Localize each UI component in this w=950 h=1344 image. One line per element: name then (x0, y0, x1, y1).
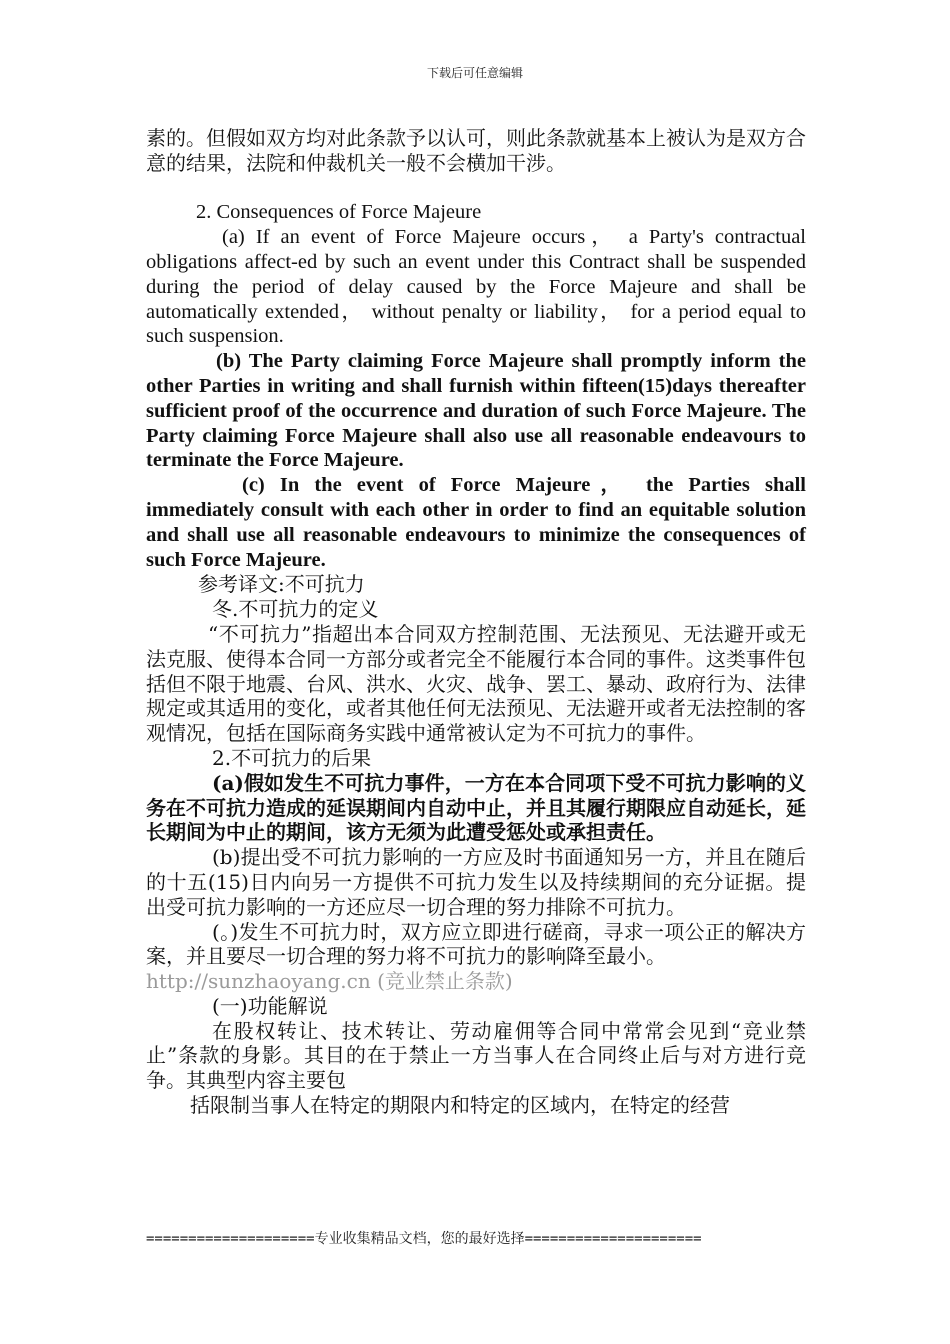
page-header: 下载后可任意编辑 (426, 66, 523, 80)
clause-a-en: (a) If an event of Force Majeure occurs， a Party's contractual obligations affect-ed by such an event under this Contract shall be suspended during the period of delay caused by the Force Majeure and shall be automatically extended， without penalty or liability， for a period equal to such suspension. (146, 226, 806, 348)
clause-a-cn: (a)假如发生不可抗力事件，一方在本合同项下受不可抗力影响的义务在不可抗力造成的延误期间内自动中止，并且其履行期限应自动延长，延长期间为中止的期间，该方无须为此遭受惩处或承担责任。 (146, 770, 806, 845)
clause-b-cn: (b)提出受不可抗力影响的一方应及时书面通知另一方，并且在随后的十五(15)日内向另一方提供不可抗力发生以及持续期间的充分证据。提出受可抗力影响的一方还应尽一切合理的努力排除不可抗力。 (146, 845, 806, 919)
clause-c-en: (c) In the event of Force Majeure， the Parties shall immediately consult with each other in order to find an equitable solution and shall use all reasonable endeavours to minimize the consequences of such Force Majeure. (146, 474, 806, 571)
document-body (146, 126, 806, 1118)
clause-c-cn: (。)发生不可抗力时，双方应立即进行磋商，寻求一项公正的解决方案，并且要尽一切合理的努力将不可抗力的影响降至最小。 (146, 919, 806, 969)
definition-text-cn: “不可抗力”指超出本合同双方控制范围、无法预见、无法避开或无法克服、使得本合同一方部分或者完全不能履行本合同的事件。这类事件包括但不限于地震、台风、洪水、火灾、战争、罢工、暴动、政府行为、法律规定或其适用的变化，或者其他任何无法预见、无法避开或者无法控制的客观情况，包括在国际商务实践中通常被认定为不可抗力的事件。 (146, 621, 806, 746)
heading-consequences-en: 2. Consequences of Force Majeure (196, 201, 482, 224)
reference-translation-title: 参考译文:不可抗力 (198, 572, 365, 597)
blank-line (146, 176, 806, 201)
function-text: 在股权转让、技术转让、劳动雇佣等合同中常常会见到“竞业禁止”条款的身影。其目的在于禁止一方当事人在合同终止后与对方进行竞争。其典型内容主要包 (146, 1018, 806, 1093)
paragraph-intro: 素的。但假如双方均对此条款予以认可，则此条款就基本上被认为是双方合意的结果，法院和仲裁机关一般不会横加干涉。 (146, 126, 806, 175)
last-line: 括限制当事人在特定的期限内和特定的区域内，在特定的经营 (190, 1093, 730, 1118)
clause-b-en: (b) The Party claiming Force Majeure shall promptly inform the other Parties in writing and shall furnish within fifteen(15)days thereafter sufficient proof of the occurrence and duration of such Force Majeure. The Party claiming Force Majeure shall also use all reasonable endeavours to terminate the Force Majeure. (146, 350, 806, 472)
heading-function-explanation: (一)功能解说 (212, 993, 328, 1018)
source-link[interactable]: http://sunzhaoyang.cn (竞业禁止条款) (146, 969, 513, 994)
heading-consequences-cn: 2.不可抗力的后果 (212, 745, 372, 770)
page-footer: ====================专业收集精品文档，您的最好选择===================== (146, 1231, 702, 1247)
heading-definition-cn: 冬.不可抗力的定义 (212, 597, 379, 622)
